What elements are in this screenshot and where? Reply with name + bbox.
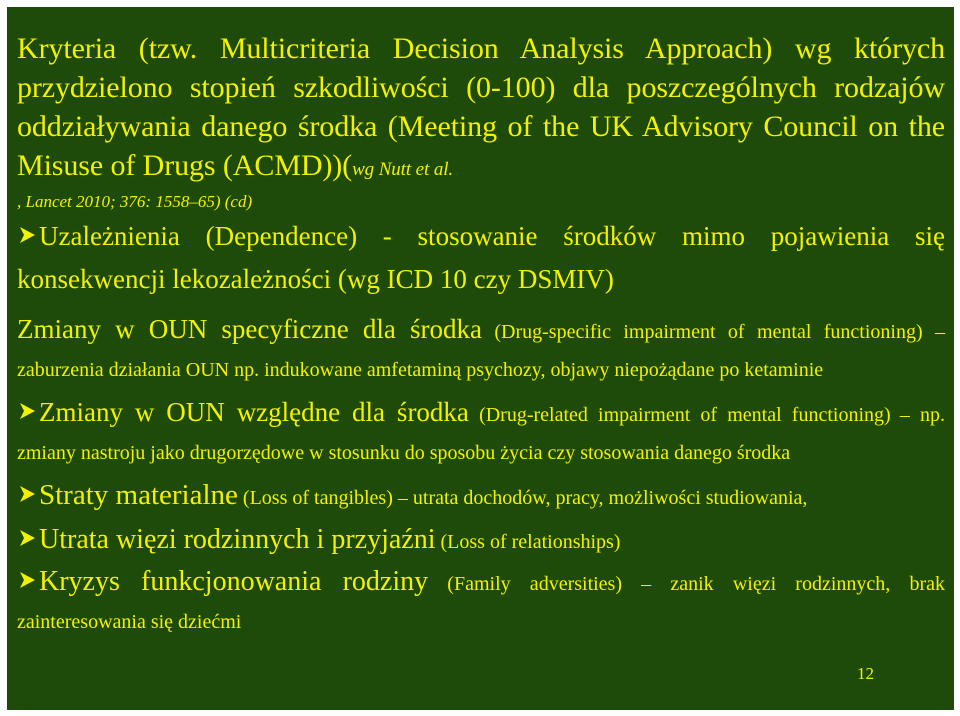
item-english: (Drug-specific impairment of mental functioning) — [481, 321, 923, 343]
list-item-dependence — [17, 217, 945, 303]
heading — [17, 29, 945, 189]
arrow-bullet-icon — [17, 570, 37, 590]
item-title: Utrata więzi rodzinnych i przyjaźni — [39, 524, 436, 555]
list-item-drug-specific — [17, 311, 945, 390]
item-description: – np. zmiany nastroju jako drugorzędowe w stosunku do sposobu życia czy stosowania danego środka — [17, 404, 945, 464]
item-english: (Drug-related impairment of mental functioning) — [468, 404, 891, 426]
list-item-drug-related — [17, 394, 945, 473]
item-english: (Family adversities) — [428, 573, 622, 595]
arrow-bullet-icon — [17, 401, 37, 421]
item-title: Straty materialne — [39, 479, 238, 511]
heading-text: Kryteria (tzw. Multicriteria Decision Analysis Approach) wg których przydzielono stopień szkodliwości (0-100) dla poszczególnych rodzajów oddziaływania danego środka (Meeting of the UK Advisory Council on the Misuse of Drugs (ACMD))( — [17, 32, 945, 182]
item-english: (Loss of tangibles) — [237, 487, 393, 509]
item-english: (Loss of relationships) — [435, 531, 621, 553]
item-description: – utrata dochodów, pracy, możliwości studiowania, — [392, 487, 808, 509]
item-dash: – — [922, 321, 945, 343]
item-title: Zmiany w OUN względne dla środka — [39, 397, 469, 427]
item-description: – zanik więzi rodzinnych, brak zainteresowania się dziećmi — [17, 573, 945, 633]
item-description: zaburzenia działania OUN np. indukowane amfetaminą psychozy, objawy niepożądane po ketaminie — [17, 359, 824, 381]
list-item-loss-of-relationships — [17, 522, 945, 562]
slide-content — [17, 29, 945, 642]
arrow-bullet-icon — [17, 225, 37, 245]
item-text: Uzależnienia (Dependence) - stosowanie środków mimo pojawienia się konsekwencji lekozależności (wg ICD 10 czy DSMIV) — [17, 221, 945, 294]
list-item-loss-of-tangibles — [17, 477, 945, 518]
citation-line: , Lancet 2010; 376: 1558–65) (cd) — [17, 192, 253, 211]
item-title: Kryzys funkcjonowania rodziny — [39, 566, 429, 597]
slide — [7, 7, 954, 710]
item-title: Zmiany w OUN specyficzne dla środka — [17, 314, 482, 344]
page-number: 12 — [857, 664, 874, 683]
arrow-bullet-icon — [17, 484, 37, 504]
heading-citation-small: wg Nutt et al. — [352, 159, 454, 180]
list-item-family-adversities — [17, 564, 945, 642]
arrow-bullet-icon — [17, 528, 37, 548]
